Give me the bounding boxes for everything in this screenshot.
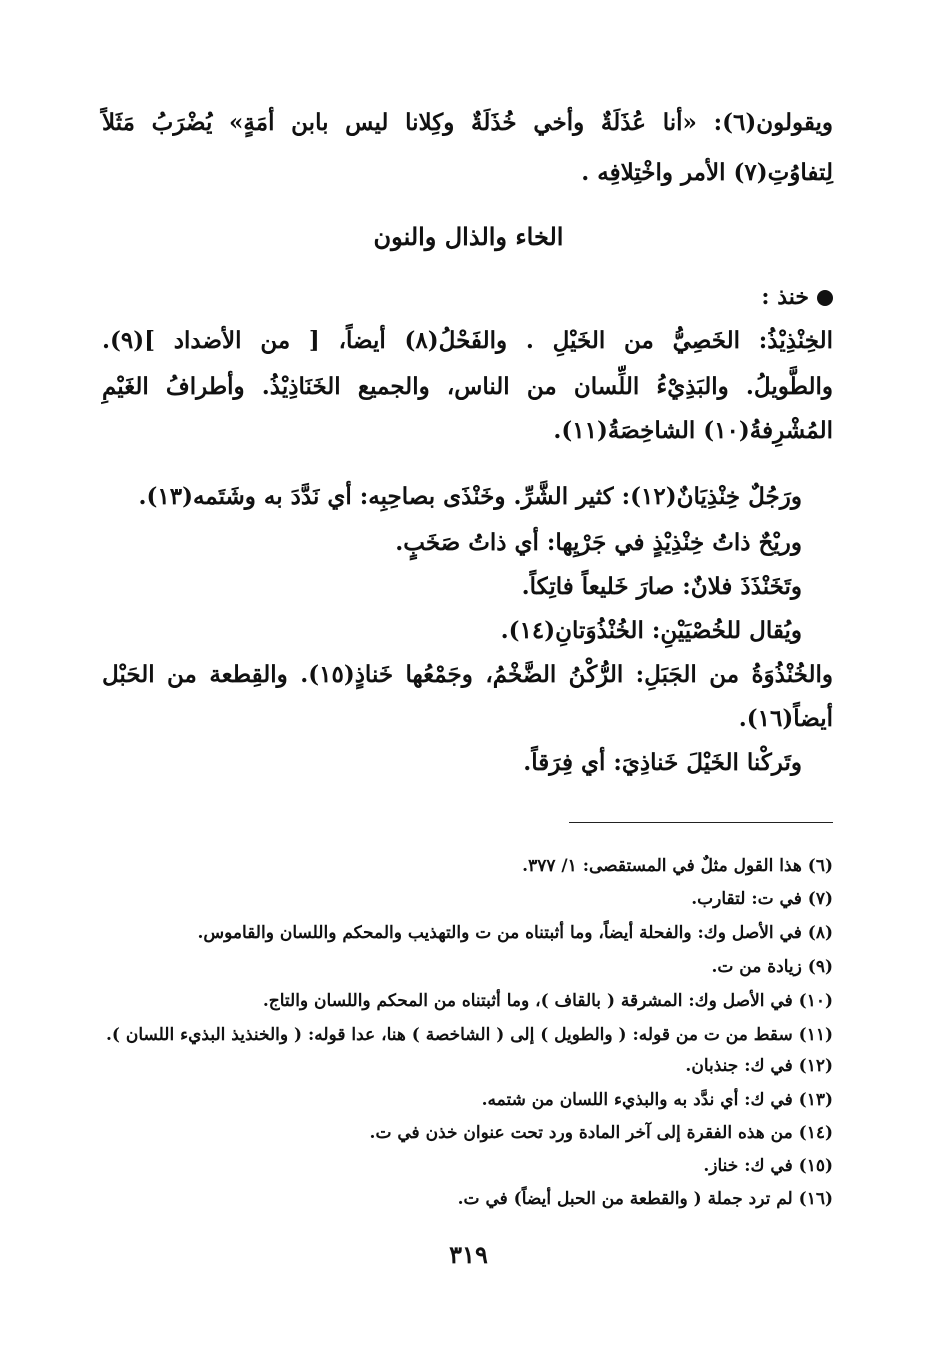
footnote-11: (١١) سقط من ت من قوله: ( والطويل ) إلى ( الشاخصة ) هنا، عدا قوله: ( والخنذيذ البذيء اللسان ). (105, 1025, 833, 1045)
paragraph-2: ورَجُلٌ خِنْذِيَانٌ(١٢): كثير الشَّرِّ. وخَنْذَى بصاحِبِه: أي نَدَّدَ به وشَتَمه(١٣). (138, 483, 802, 510)
paragraph-4: وتَخَنْذَذَ فلانٌ: صارَ خَليعاً فاتِكاً. (521, 573, 802, 600)
paragraph-7: وتَركْنا الخَيْلَ خَناذِيَ: أي فِرَقاً. (523, 749, 802, 776)
footnote-10: (١٠) في الأصل وك: المشرقة ( بالقاف )، وما أثبتناه من المحكم واللسان والتاج. (262, 991, 833, 1011)
footnote-9: (٩) زيادة من ت. (711, 957, 833, 977)
intro-line-1: ويقولون(٦): «أنا عُذَلَةٌ وأخي خُذَلَةٌ وكِلانا ليس بابن أمَةٍ» يُضْرَبُ مَثَلاً (102, 109, 833, 136)
footnote-separator (569, 822, 833, 823)
entry-heading (761, 284, 833, 310)
paragraph-6-line-1: والخُنْذُوَةُ من الجَبَلِ: الرُّكْنُ الضَّخْمُ، وجَمْعُها خَناذٍ(١٥). والقِطعة من الحَبْل (102, 661, 833, 688)
bullet-icon (817, 290, 833, 306)
footnote-14: (١٤) من هذه الفقرة إلى آخر المادة ورد تحت عنوان خذن في ت. (369, 1123, 833, 1143)
footnote-16: (١٦) لم ترد جملة ( والقطعة من الحبل أيضاً) في ت. (457, 1189, 833, 1209)
footnote-12: (١٢) في ك: جنذبان. (685, 1056, 833, 1076)
footnote-15: (١٥) في ك: خناز. (703, 1156, 833, 1176)
paragraph-1-line-1: الخِنْذِيْذُ: الخَصِيُّ من الخَيْلِ . والفَحْلُ(٨) أيضاً، [ من الأضداد ](٩). (102, 327, 833, 354)
paragraph-1-line-3: المُشْرِفةُ(١٠) الشاخِصَةُ(١١). (553, 417, 833, 444)
footnote-7: (٧) في ت: لتقارب. (691, 889, 833, 909)
page-number: ٣١٩ (449, 1240, 488, 1269)
intro-line-2: لِتفاوُتِ(٧) الأمر واخْتِلافِه . (581, 159, 833, 186)
footnote-8: (٨) في الأصل وك: والفحلة أيضاً، وما أثبتناه من ت والتهذيب والمحكم واللسان والقاموس. (197, 923, 833, 943)
entry-root-label: خنذ : (761, 284, 809, 310)
section-title: الخاء والذال والنون (373, 222, 564, 251)
paragraph-3: وريْحٌ ذاتُ خِنْذِيْذٍ في جَرْيِها: أي ذاتُ صَخَبٍ. (395, 529, 802, 556)
paragraph-5: ويُقال للخُصْيَيْنِ: الخُنْذُوَتانِ(١٤). (500, 617, 802, 644)
footnote-6: (٦) هذا القول مثلٌ في المستقصى: ١/ ٣٧٧. (522, 856, 833, 876)
paragraph-1-line-2: والطَّويلُ. والبَذِيْءُ اللِّسان من الناس، والجميع الخَنَاذِيْذُ. وأطرافُ الغَيْمِ (102, 373, 833, 400)
paragraph-6-line-2: أيضاً(١٦). (738, 705, 833, 732)
footnote-13: (١٣) في ك: أي ندَّد به والبذيء اللسان من شتمه. (481, 1090, 833, 1110)
